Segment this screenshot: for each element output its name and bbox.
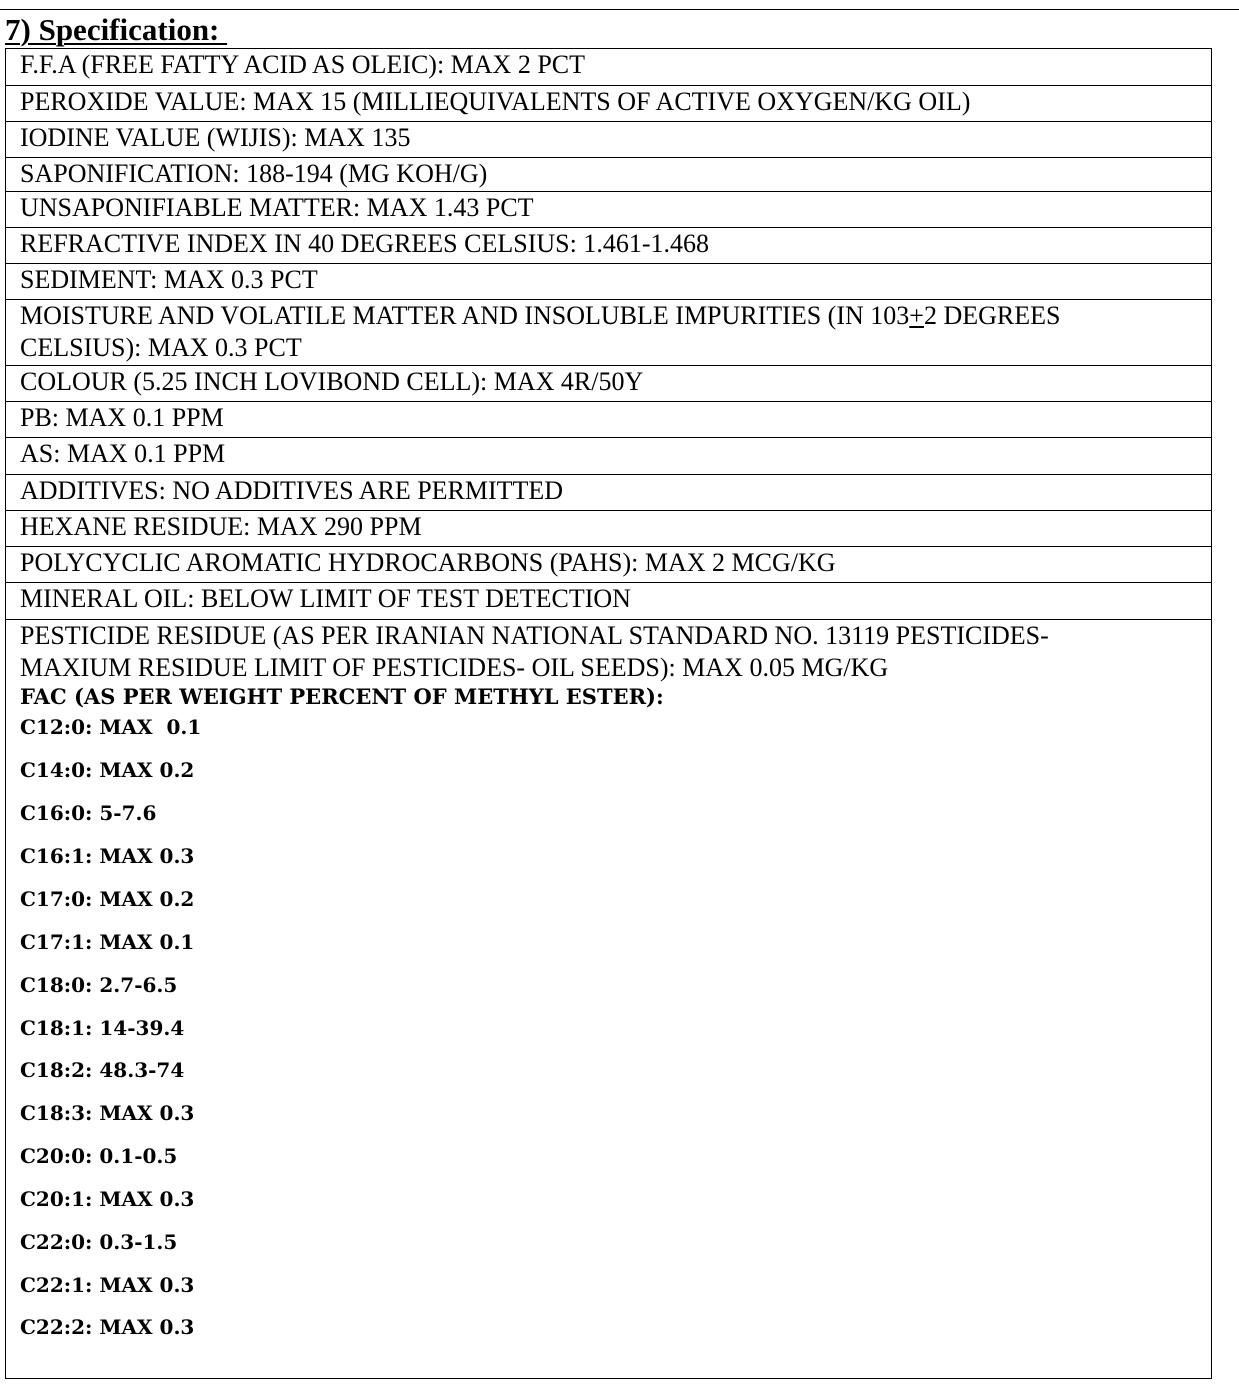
fac-item-c16-1: C16:1: MAX 0.3 xyxy=(20,844,195,868)
spec-row-as: AS: MAX 0.1 PPM xyxy=(6,438,1211,475)
pesticide-line-1: PESTICIDE RESIDUE (AS PER IRANIAN NATIONAL STANDARD NO. 13119 PESTICIDES- xyxy=(20,621,1049,650)
fac-item-c18-1: C18:1: 14-39.4 xyxy=(20,1016,185,1040)
fac-item-c20-1: C20:1: MAX 0.3 xyxy=(20,1187,195,1211)
spec-row-peroxide: PEROXIDE VALUE: MAX 15 (MILLIEQUIVALENTS OF ACTIVE OXYGEN/KG OIL) xyxy=(6,86,1211,122)
spec-row-pb: PB: MAX 0.1 PPM xyxy=(6,402,1211,438)
moisture-line-1-before: MOISTURE AND VOLATILE MATTER AND INSOLUBLE IMPURITIES (IN 103 xyxy=(20,301,910,330)
fac-item-c18-0: C18:0: 2.7-6.5 xyxy=(20,973,178,997)
fac-item-c17-1: C17:1: MAX 0.1 xyxy=(20,930,195,954)
spec-row-iodine: IODINE VALUE (WIJIS): MAX 135 xyxy=(6,122,1211,158)
fac-item-c22-2: C22:2: MAX 0.3 xyxy=(20,1315,195,1339)
moisture-line-2: CELSIUS): MAX 0.3 PCT xyxy=(20,333,302,362)
fac-item-c14-0: C14:0: MAX 0.2 xyxy=(20,758,195,782)
fac-item-c20-0: C20:0: 0.1-0.5 xyxy=(20,1144,178,1168)
fac-item-c17-0: C17:0: MAX 0.2 xyxy=(20,887,195,911)
spec-row-moisture xyxy=(6,300,1211,366)
fac-item-c16-0: C16:0: 5-7.6 xyxy=(20,801,157,825)
plus-minus-sign: + xyxy=(909,301,924,330)
spec-row-pesticide-fac xyxy=(6,620,1211,1378)
moisture-line-1-after: 2 DEGREES xyxy=(923,301,1061,330)
fac-item-c22-1: C22:1: MAX 0.3 xyxy=(20,1273,195,1297)
top-rule xyxy=(0,9,1239,10)
spec-row-pahs: POLYCYCLIC AROMATIC HYDROCARBONS (PAHS): MAX 2 MCG/KG xyxy=(6,547,1211,583)
spec-row-mineral-oil: MINERAL OIL: BELOW LIMIT OF TEST DETECTION xyxy=(6,583,1211,620)
spec-row-ffa: F.F.A (FREE FATTY ACID AS OLEIC): MAX 2 PCT xyxy=(6,49,1211,86)
spec-row-refractive-index: REFRACTIVE INDEX IN 40 DEGREES CELSIUS: 1.461-1.468 xyxy=(6,228,1211,264)
fac-item-c22-0: C22:0: 0.3-1.5 xyxy=(20,1230,178,1254)
fac-item-c12-0: C12:0: MAX 0.1 xyxy=(20,715,202,739)
pesticide-line-2: MAXIUM RESIDUE LIMIT OF PESTICIDES- OIL SEEDS): MAX 0.05 MG/KG xyxy=(20,653,889,682)
spec-row-saponification: SAPONIFICATION: 188-194 (MG KOH/G) xyxy=(6,158,1211,192)
fac-item-c18-2: C18:2: 48.3-74 xyxy=(20,1058,185,1082)
spec-row-hexane: HEXANE RESIDUE: MAX 290 PPM xyxy=(6,511,1211,547)
specification-table xyxy=(5,48,1212,1379)
fac-title: FAC (AS PER WEIGHT PERCENT OF METHYL ESTER): xyxy=(20,684,664,709)
spec-row-sediment: SEDIMENT: MAX 0.3 PCT xyxy=(6,264,1211,300)
fac-item-c18-3: C18:3: MAX 0.3 xyxy=(20,1101,195,1125)
spec-row-additives: ADDITIVES: NO ADDITIVES ARE PERMITTED xyxy=(6,475,1211,511)
spec-row-unsaponifiable: UNSAPONIFIABLE MATTER: MAX 1.43 PCT xyxy=(6,192,1211,228)
moisture-line-1 xyxy=(20,300,1211,332)
section-heading: 7) Specification: xyxy=(5,12,228,47)
spec-row-colour: COLOUR (5.25 INCH LOVIBOND CELL): MAX 4R/50Y xyxy=(6,366,1211,402)
